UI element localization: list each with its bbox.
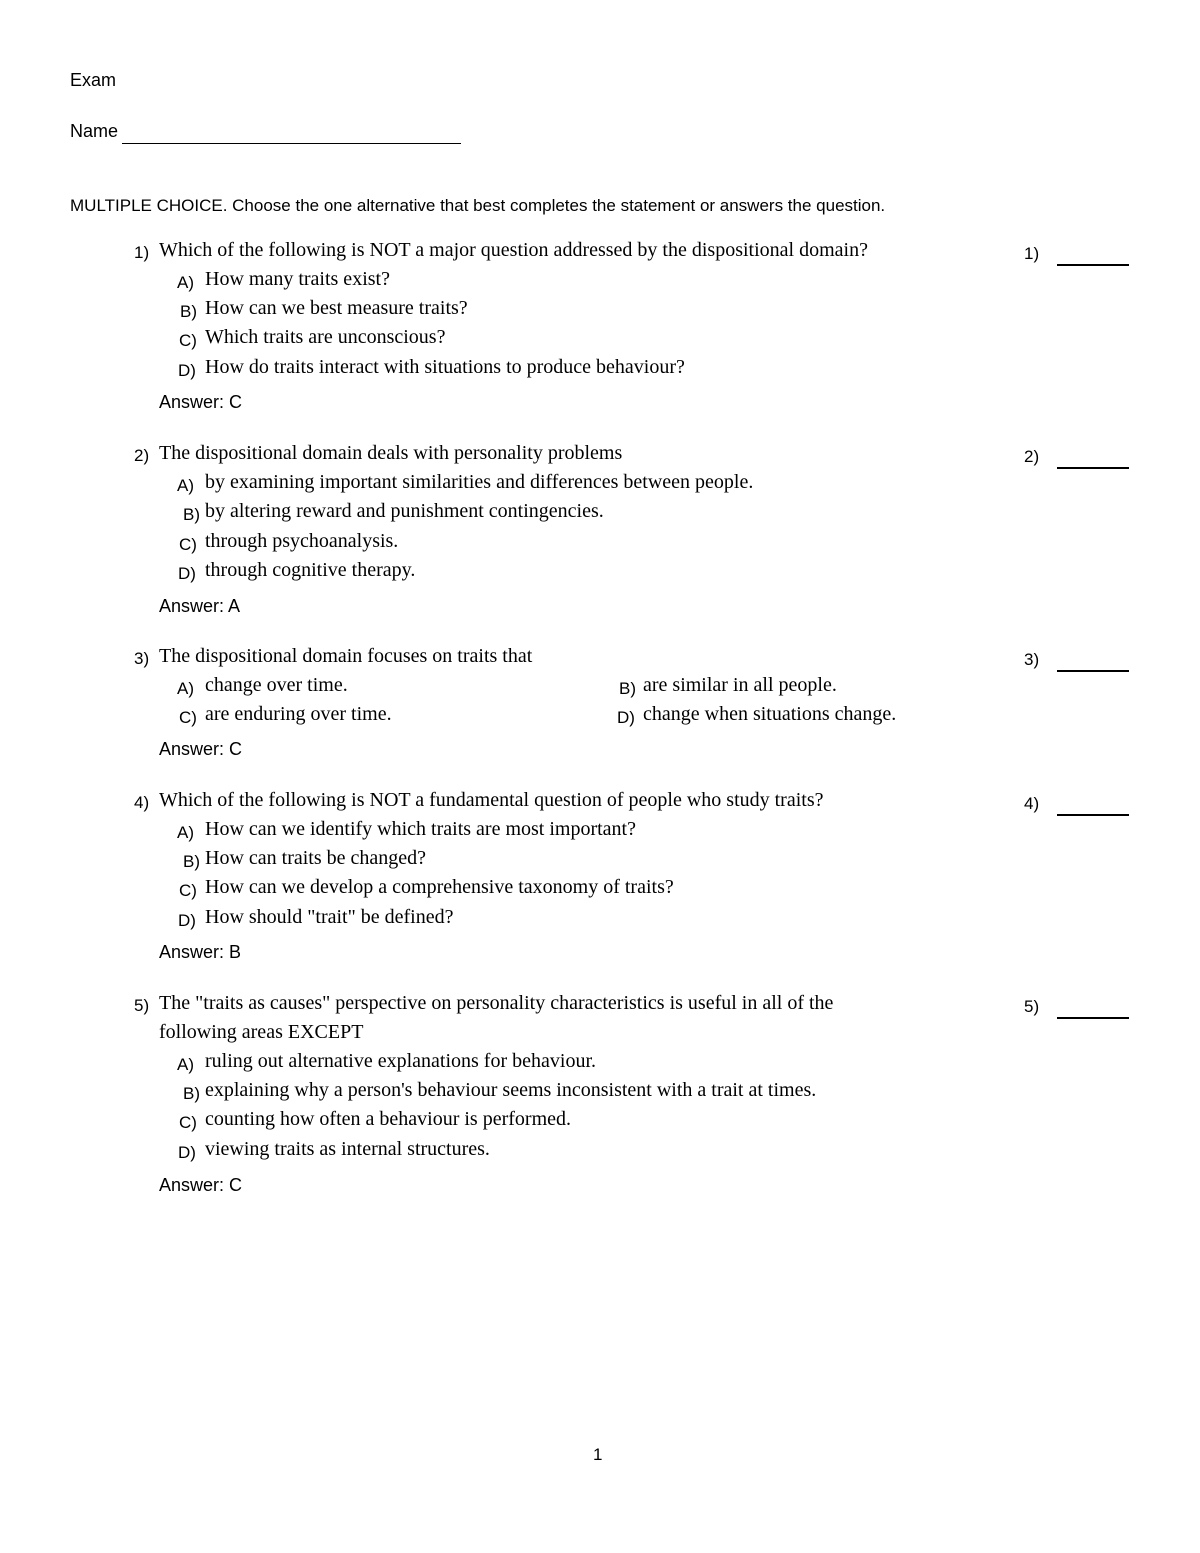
option-text[interactable]: change when situations change. xyxy=(643,703,897,725)
option-letter: B) xyxy=(180,302,197,321)
answer-blank[interactable] xyxy=(1057,1017,1129,1019)
response-label: 5) xyxy=(1024,997,1040,1016)
question-stem-continued: following areas EXCEPT xyxy=(159,1021,364,1043)
question-stem: The dispositional domain focuses on traits that xyxy=(159,645,533,667)
answer-blank[interactable] xyxy=(1057,814,1129,816)
exam-title: Exam xyxy=(70,70,117,90)
option-letter: B) xyxy=(183,852,200,871)
response-label: 2) xyxy=(1024,447,1040,466)
option-text[interactable]: How can we identify which traits are most important? xyxy=(205,818,636,840)
option-letter: C) xyxy=(179,535,197,554)
question-number: 3) xyxy=(134,649,150,668)
instructions: MULTIPLE CHOICE. Choose the one alternative that best completes the statement or answers the question. xyxy=(70,196,886,215)
option-letter: D) xyxy=(617,708,635,727)
option-letter: C) xyxy=(179,881,197,900)
option-letter: B) xyxy=(183,1084,200,1103)
option-text[interactable]: How can we develop a comprehensive taxonomy of traits? xyxy=(205,876,674,898)
option-text[interactable]: viewing traits as internal structures. xyxy=(205,1138,490,1160)
answer-blank[interactable] xyxy=(1057,670,1129,672)
option-text[interactable]: counting how often a behaviour is performed. xyxy=(205,1108,572,1130)
option-letter: A) xyxy=(177,476,194,495)
option-text[interactable]: How many traits exist? xyxy=(205,268,390,290)
answer-key: Answer: B xyxy=(159,942,242,962)
question-number: 2) xyxy=(134,446,150,465)
option-text[interactable]: How can traits be changed? xyxy=(205,847,427,869)
question-number: 4) xyxy=(134,793,150,812)
option-text[interactable]: How can we best measure traits? xyxy=(205,297,468,319)
option-letter: C) xyxy=(179,708,197,727)
option-text[interactable]: by examining important similarities and differences between people. xyxy=(205,471,754,493)
answer-blank[interactable] xyxy=(1057,467,1129,469)
option-letter: B) xyxy=(183,505,200,524)
question-stem: The "traits as causes" perspective on personality characteristics is useful in all of the xyxy=(159,992,834,1014)
option-text[interactable]: How do traits interact with situations to produce behaviour? xyxy=(205,356,685,378)
page-number: 1 xyxy=(593,1445,603,1464)
option-letter: A) xyxy=(177,679,194,698)
answer-key: Answer: C xyxy=(159,392,243,412)
answer-key: Answer: C xyxy=(159,1175,243,1195)
option-text[interactable]: explaining why a person's behaviour seems inconsistent with a trait at times. xyxy=(205,1079,817,1101)
option-text[interactable]: are similar in all people. xyxy=(643,674,837,696)
option-letter: A) xyxy=(177,273,194,292)
option-letter: A) xyxy=(177,823,194,842)
answer-key: Answer: A xyxy=(159,596,241,616)
option-letter: C) xyxy=(179,1113,197,1132)
option-text[interactable]: by altering reward and punishment contingencies. xyxy=(205,500,604,522)
option-letter: B) xyxy=(619,679,636,698)
response-label: 4) xyxy=(1024,794,1040,813)
response-label: 3) xyxy=(1024,650,1040,669)
option-text[interactable]: change over time. xyxy=(205,674,348,696)
option-text[interactable]: are enduring over time. xyxy=(205,703,392,725)
name-label: Name xyxy=(70,121,119,141)
option-letter: D) xyxy=(178,564,196,583)
question-number: 1) xyxy=(134,243,150,262)
option-letter: D) xyxy=(178,1143,196,1162)
question-stem: Which of the following is NOT a fundamental question of people who study traits? xyxy=(159,789,824,811)
option-letter: A) xyxy=(177,1055,194,1074)
question-stem: The dispositional domain deals with personality problems xyxy=(159,442,623,464)
option-letter: D) xyxy=(178,361,196,380)
question-number: 5) xyxy=(134,996,150,1015)
option-text[interactable]: Which traits are unconscious? xyxy=(205,326,446,348)
option-text[interactable]: through psychoanalysis. xyxy=(205,530,399,552)
option-text[interactable]: through cognitive therapy. xyxy=(205,559,416,581)
response-label: 1) xyxy=(1024,244,1040,263)
option-letter: C) xyxy=(179,331,197,350)
answer-blank[interactable] xyxy=(1057,264,1129,266)
option-text[interactable]: ruling out alternative explanations for behaviour. xyxy=(205,1050,596,1072)
question-stem: Which of the following is NOT a major question addressed by the dispositional domain? xyxy=(159,239,868,261)
option-text[interactable]: How should "trait" be defined? xyxy=(205,906,454,928)
answer-key: Answer: C xyxy=(159,739,243,759)
option-letter: D) xyxy=(178,911,196,930)
name-blank-line[interactable] xyxy=(122,143,461,144)
